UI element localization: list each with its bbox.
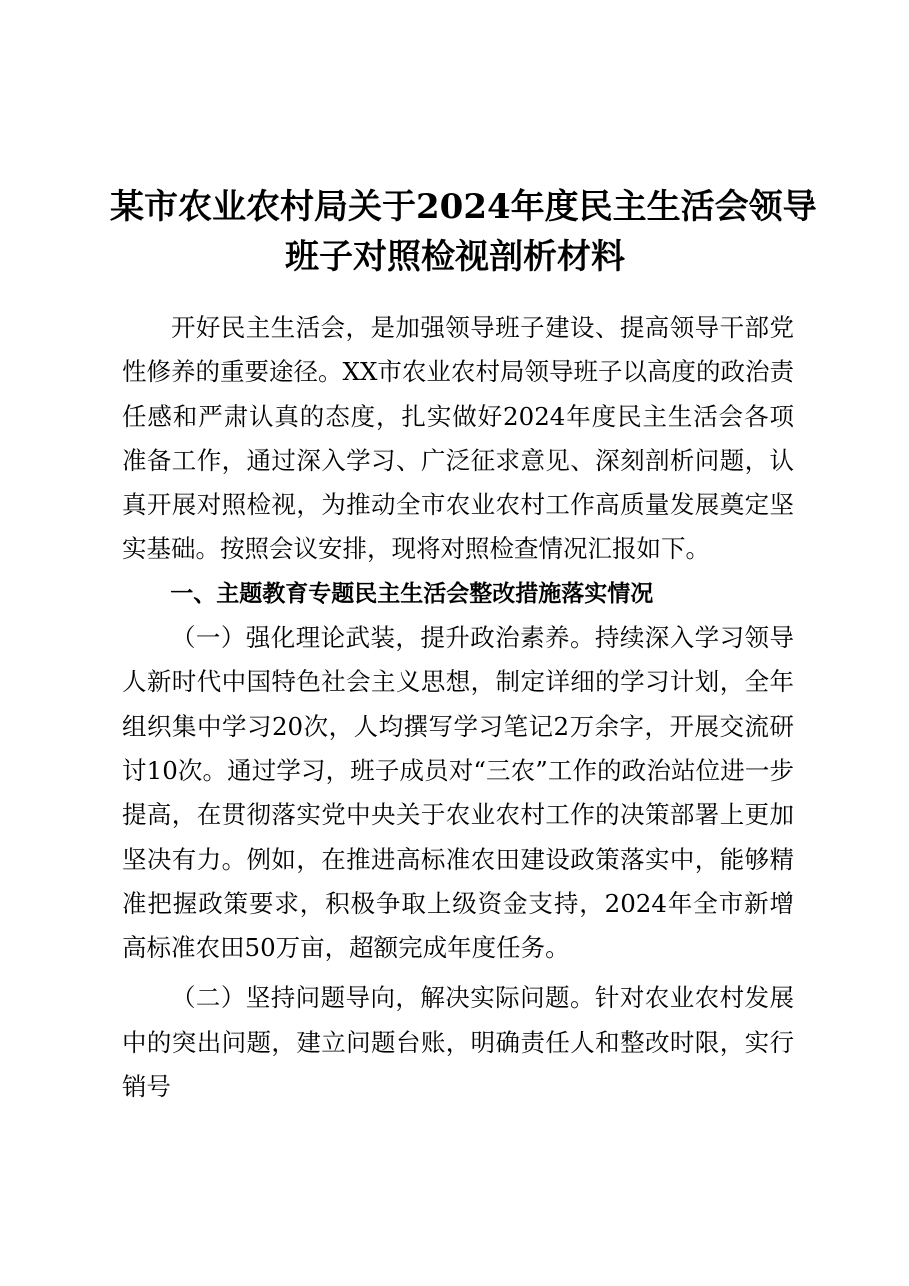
subsection-1-paragraph: （一）强化理论武装，提升政治素养。持续深入学习领导人新时代中国特色社会主义思想，制定详细的学习计划，全年组织集中学习20次，人均撰写学习笔记2万余字，开展交流研讨10次。通过学习，班子成员对“三农”工作的政治站位进一步提高，在贯彻落实党中央关于农业农村工作的决策部署上更加坚决有力。例如，在推进高标准农田建设政策落实中，能够精准把握政策要求，积极争取上级资金支持，2024年全市新增高标准农田50万亩，超额完成年度任务。 [122,623,794,963]
document-title [110,182,817,282]
intro-paragraph: 开好民主生活会，是加强领导班子建设、提高领导干部党性修养的重要途径。XX市农业农村局领导班子以高度的政治责任感和严肃认真的态度，扎实做好2024年度民主生活会各项准备工作，通过深入学习、广泛征求意见、深刻剖析问题，认真开展对照检视，为推动全市农业农村工作高质量发展奠定坚实基础。按照会议安排，现将对照检查情况汇报如下。 [122,313,794,564]
section-heading-1: 一、主题教育专题民主生活会整改措施落实情况 [170,580,654,607]
document-body [122,306,794,1109]
title-line-1: 某市农业农村局关于2024年度民主生活会领导 [110,187,817,227]
subsection-2-paragraph: （二）坚持问题导向，解决实际问题。针对农业农村发展中的突出问题，建立问题台账，明确责任人和整改时限，实行销号 [122,983,794,1102]
title-line-2: 班子对照检视剖析材料 [285,237,625,277]
